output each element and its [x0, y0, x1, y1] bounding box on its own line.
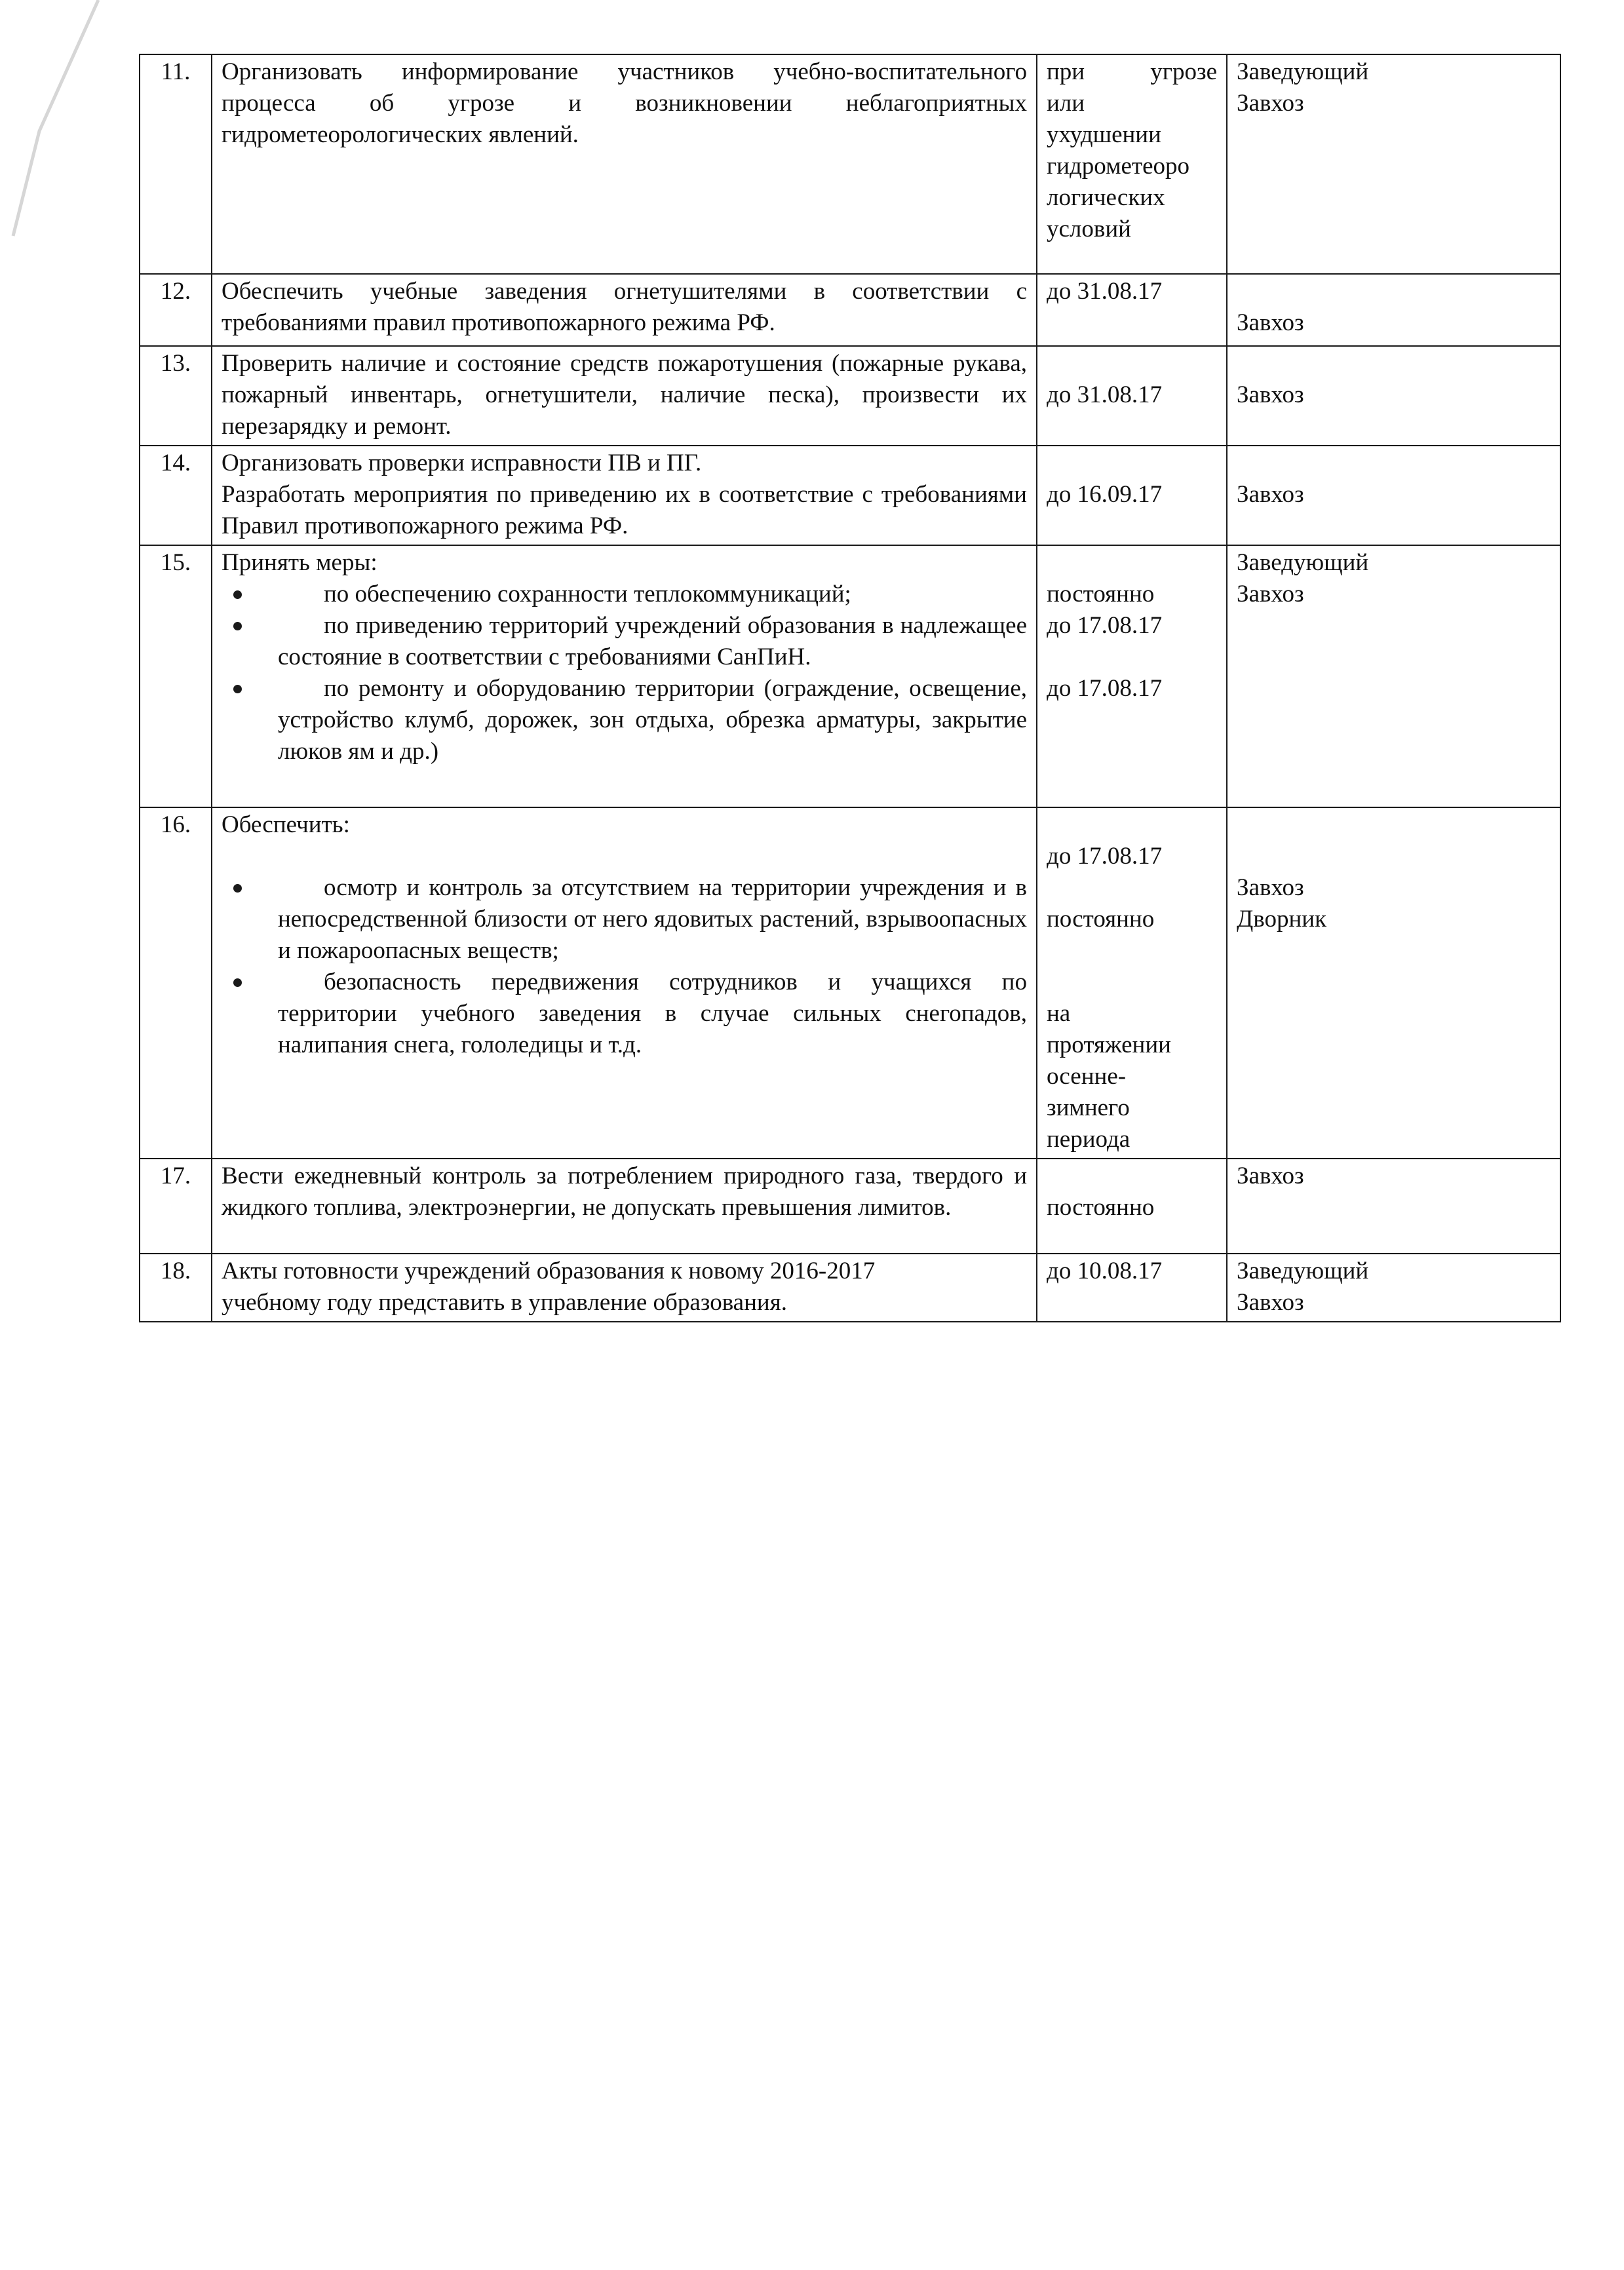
responsible [1227, 807, 1560, 1159]
deadline-line: до 17.08.17 [1047, 843, 1163, 870]
deadline-line: постоянно [1047, 581, 1155, 607]
deadline-line: или [1047, 90, 1085, 117]
task-line: Акты готовности учреждений образования к новому 2016-2017 [222, 1258, 876, 1284]
responsible-line: Завхоз [1237, 90, 1304, 117]
bullet-item [222, 610, 1027, 673]
deadline-line: на [1047, 1000, 1071, 1027]
deadline-line: до 17.08.17 [1047, 612, 1163, 639]
deadline-line: до 31.08.17 [1047, 381, 1163, 408]
row-number: 12. [140, 274, 212, 346]
deadline [1037, 1254, 1227, 1322]
deadline-line: при угрозе [1047, 58, 1217, 85]
responsible-line: Завхоз [1237, 381, 1304, 408]
row-number: 13. [140, 346, 212, 446]
responsible-line: Завхоз [1237, 1289, 1304, 1316]
bullet-text: осмотр и контроль за отсутствием на территории учреждения и в непосредственной близости от него ядовитых растений, взрывоопасных и пожароопасных веществ; [278, 874, 1027, 964]
row-number: 16. [140, 807, 212, 1159]
deadline [1037, 1159, 1227, 1254]
bullet-dot-icon [233, 622, 242, 630]
measures-table [139, 54, 1561, 1322]
deadline [1037, 545, 1227, 807]
task-intro: Обеспечить: [222, 811, 350, 838]
row-number: 15. [140, 545, 212, 807]
deadline [1037, 54, 1227, 274]
responsible [1227, 446, 1560, 545]
bullet-item [222, 579, 1027, 610]
deadline-line: до 16.09.17 [1047, 481, 1163, 508]
bullet-dot-icon [233, 978, 242, 987]
task-text: Проверить наличие и состояние средств пожаротушения (пожарные рукава, пожарный инвентарь, огнетушители, наличие песка), произвести их перезарядку и ремонт. [212, 346, 1037, 446]
responsible-line: Завхоз [1237, 481, 1304, 508]
deadline [1037, 446, 1227, 545]
page-fold-edge [0, 0, 131, 275]
bullet-text: по приведению территорий учреждений образования в надлежащее состояние в соответствии с требованиями СанПиН. [278, 612, 1027, 670]
responsible [1227, 346, 1560, 446]
bullet-dot-icon [233, 884, 242, 893]
deadline-line: протяжении [1047, 1031, 1171, 1058]
task-text [212, 446, 1037, 545]
table-row [140, 1254, 1560, 1322]
row-number: 14. [140, 446, 212, 545]
deadline [1037, 807, 1227, 1159]
responsible [1227, 54, 1560, 274]
row-number: 11. [140, 54, 212, 274]
deadline-line: осенне- [1047, 1063, 1127, 1090]
responsible [1227, 1254, 1560, 1322]
deadline-line: условий [1047, 216, 1131, 242]
responsible-line: Завхоз [1237, 1163, 1304, 1189]
table-row [140, 446, 1560, 545]
table-row [140, 274, 1560, 346]
responsible [1227, 1159, 1560, 1254]
row-number: 18. [140, 1254, 212, 1322]
responsible-line: Дворник [1237, 906, 1327, 933]
bullet-dot-icon [233, 590, 242, 599]
table-row [140, 346, 1560, 446]
table-row [140, 54, 1560, 274]
deadline-line: зимнего [1047, 1094, 1130, 1121]
bullet-item [222, 967, 1027, 1061]
responsible-line: Завхоз [1237, 874, 1304, 901]
task-intro: Принять меры: [222, 549, 377, 576]
responsible-line: Заведующий [1237, 58, 1369, 85]
task-text: Обеспечить учебные заведения огнетушителями в соответствии с требованиями правил противопожарного режима РФ. [212, 274, 1037, 346]
task-text [212, 545, 1037, 807]
deadline-line: до 10.08.17 [1047, 1258, 1163, 1284]
task-text [212, 1254, 1037, 1322]
row-number: 17. [140, 1159, 212, 1254]
deadline-line: постоянно [1047, 1194, 1155, 1221]
deadline [1037, 346, 1227, 446]
responsible-line: Заведующий [1237, 549, 1369, 576]
table-row [140, 807, 1560, 1159]
deadline-line: ухудшении [1047, 121, 1161, 148]
task-line: Разработать мероприятия по приведению их в соответствие с требованиями Правил противопожарного режима РФ. [222, 481, 1027, 539]
table-row [140, 1159, 1560, 1254]
deadline-line: гидрометеоро [1047, 153, 1190, 180]
responsible-line: Заведующий [1237, 1258, 1369, 1284]
bullet-text: по обеспечению сохранности теплокоммуникаций; [324, 581, 851, 607]
bullet-dot-icon [233, 685, 242, 693]
responsible [1227, 274, 1560, 346]
task-line: Организовать проверки исправности ПВ и ПГ. [222, 450, 702, 476]
responsible-line: Завхоз [1237, 581, 1304, 607]
task-text: Вести ежедневный контроль за потреблением природного газа, твердого и жидкого топлива, электроэнергии, не допускать превышения лимитов. [212, 1159, 1037, 1254]
deadline-line: логических [1047, 184, 1165, 211]
table-row [140, 545, 1560, 807]
responsible [1227, 545, 1560, 807]
deadline-line: до 17.08.17 [1047, 675, 1163, 702]
deadline-line: постоянно [1047, 906, 1155, 933]
bullet-text: по ремонту и оборудованию территории (ограждение, освещение, устройство клумб, дорожек, зон отдыха, обрезка арматуры, закрытие люков ям и др.) [278, 675, 1027, 765]
task-text: Организовать информирование участников учебно-воспитательного процесса об угрозе и возникновении неблагоприятных гидрометеорологических явлений. [212, 54, 1037, 274]
task-line: учебному году представить в управление образования. [222, 1289, 787, 1316]
bullet-text: безопасность передвижения сотрудников и учащихся по территории учебного заведения в случае сильных снегопадов, налипания снега, гололедицы и т.д. [278, 969, 1027, 1058]
deadline [1037, 274, 1227, 346]
task-text [212, 807, 1037, 1159]
responsible-line: Завхоз [1237, 309, 1304, 336]
bullet-item [222, 872, 1027, 967]
bullet-item [222, 673, 1027, 767]
deadline-line: до 31.08.17 [1047, 278, 1163, 305]
deadline-line: периода [1047, 1126, 1131, 1153]
